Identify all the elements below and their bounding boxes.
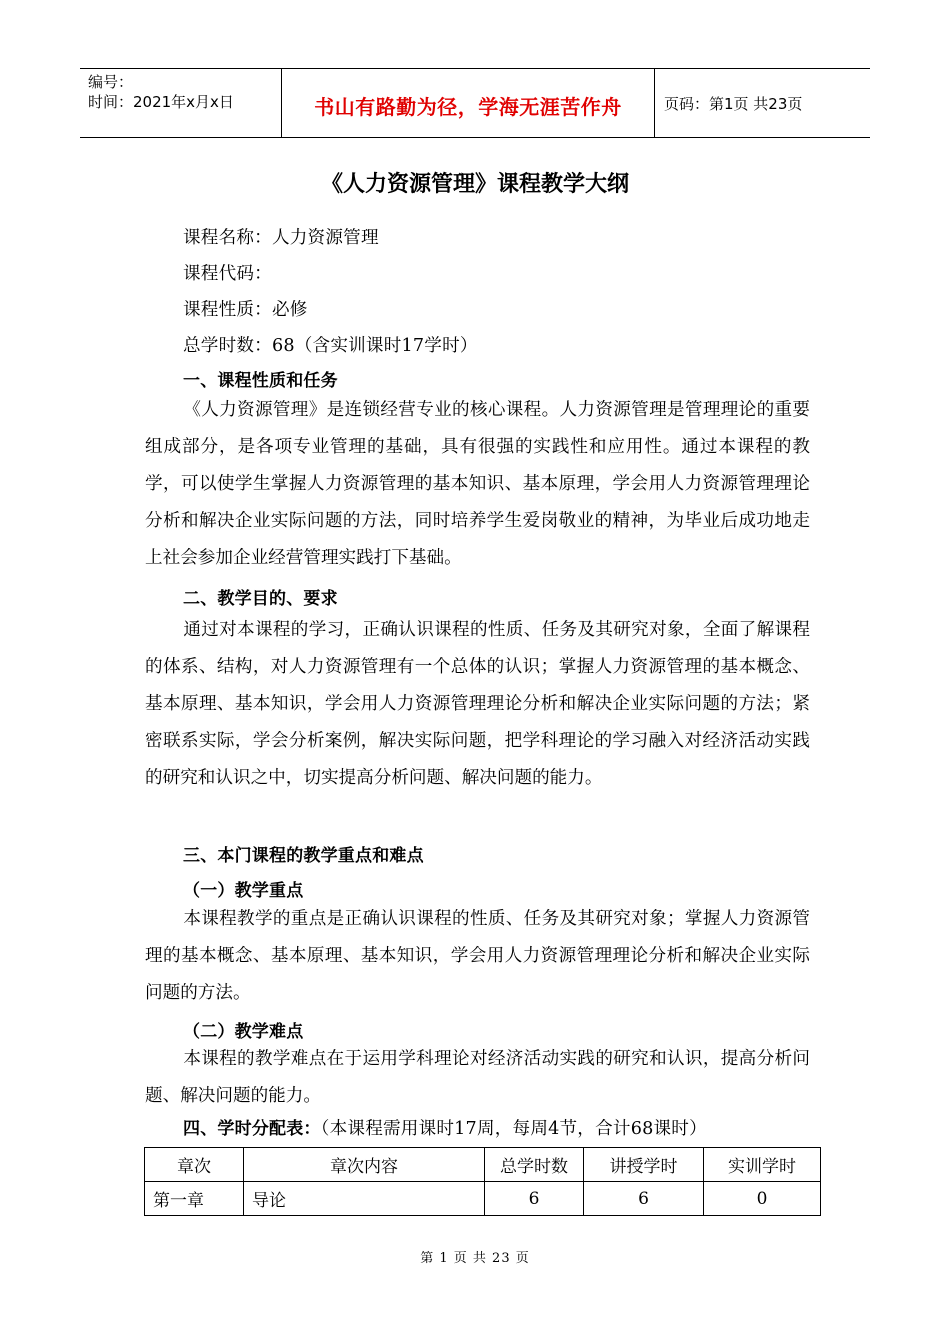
header-meta-cell: [80, 69, 282, 137]
section-2-text: 通过对本课程的学习，正确认识课程的性质、任务及其研究对象，全面了解课程的体系、结构，对人力资源管理有一个总体的认识；掌握人力资源管理的基本概念、基本原理、基本知识，学会用人力资源管理理论分析和解决企业实际问题的方法；紧密联系实际，学会分析案例，解决实际问题，把学科理论的学习融入对经济活动实践的研究和认识之中，切实提高分析问题、解决问题的能力。: [145, 620, 810, 788]
document-title: 《人力资源管理》课程教学大纲: [320, 172, 629, 197]
section-1-heading: 一、课程性质和任务: [183, 371, 338, 391]
document-header: [80, 68, 870, 138]
section-3-heading: 三、本门课程的教学重点和难点: [183, 846, 424, 866]
course-name: 课程名称：人力资源管理: [183, 228, 379, 248]
table-cell: 0: [704, 1182, 821, 1216]
section-4-note: （本课程需用课时17周，每周4节，合计68课时）: [320, 1119, 707, 1139]
table-header-cell: 实训学时: [704, 1148, 821, 1182]
section-3-body1: [145, 901, 810, 1012]
section-2-body: [145, 612, 810, 797]
header-page-cell: [655, 69, 870, 137]
table-header-cell: 讲授学时: [584, 1148, 704, 1182]
time-label: 时间：2021年x月x日: [88, 93, 234, 111]
section-1-body: [145, 392, 810, 577]
total-hours: 总学时数：68（含实训课时17学时）: [183, 336, 478, 356]
table-cell: 第一章: [145, 1182, 244, 1216]
section-3-body2: [145, 1041, 810, 1115]
section-1-text: 《人力资源管理》是连锁经营专业的核心课程。人力资源管理是管理理论的重要组成部分，是各项专业管理的基础，具有很强的实践性和应用性。通过本课程的教学，可以使学生掌握人力资源管理的基本知识、基本原理，学会用人力资源管理理论分析和解决企业实际问题的方法，同时培养学生爱岗敬业的精神，为毕业后成功地走上社会参加企业经营管理实践打下基础。: [145, 400, 810, 568]
table-row: [145, 1182, 821, 1216]
section-3-text2: 本课程的教学难点在于运用学科理论对经济活动实践的研究和认识，提高分析问题、解决问题的能力。: [145, 1049, 810, 1106]
serial-label: 编号：: [88, 73, 134, 91]
table-header-cell: 章次内容: [244, 1148, 485, 1182]
header-motto-cell: [282, 69, 655, 137]
page-footer: 第 1 页 共 23 页: [420, 1251, 530, 1266]
table-cell: 导论: [244, 1182, 485, 1216]
table-header-cell: 章次: [145, 1148, 244, 1182]
section-4-heading: 四、学时分配表：: [183, 1119, 321, 1139]
header-page-info: 页码：第1页 共23页: [664, 95, 803, 113]
section-3-sub2: （二）教学难点: [183, 1022, 304, 1042]
course-nature: 课程性质：必修: [183, 300, 308, 320]
table-cell: 6: [584, 1182, 704, 1216]
table-header-row: [145, 1148, 821, 1182]
table-cell: 6: [485, 1182, 584, 1216]
course-code: 课程代码：: [183, 264, 272, 284]
section-3-sub1: （一）教学重点: [183, 881, 304, 901]
header-motto: 书山有路勤为径，学海无涯苦作舟: [314, 95, 622, 119]
hours-table: [144, 1147, 821, 1216]
section-3-text1: 本课程教学的重点是正确认识课程的性质、任务及其研究对象；掌握人力资源管理的基本概念、基本原理、基本知识，学会用人力资源管理理论分析和解决企业实际问题的方法。: [145, 909, 810, 1003]
table-header-cell: 总学时数: [485, 1148, 584, 1182]
section-2-heading: 二、教学目的、要求: [183, 589, 338, 609]
section-4-line: [183, 1114, 707, 1140]
